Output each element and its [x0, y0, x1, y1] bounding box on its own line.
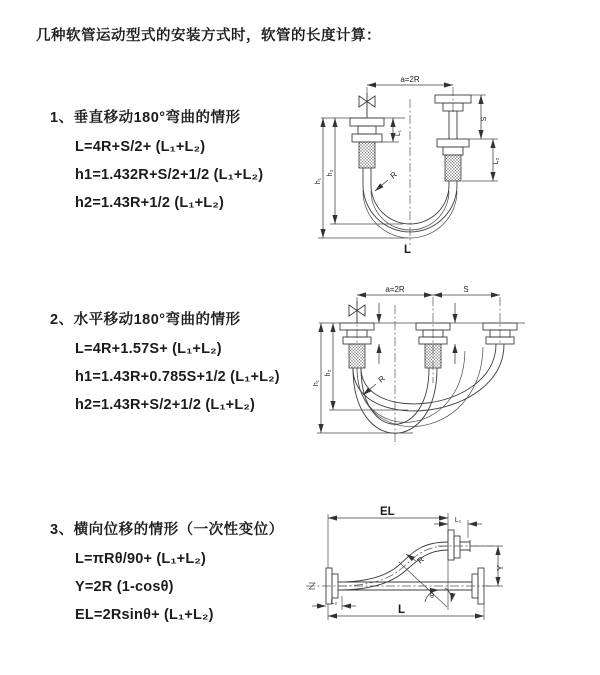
formula-line: L=πRθ/90+ (L₁+L₂)	[75, 551, 207, 567]
d3-angle-label: θ	[430, 593, 434, 600]
valve-icon	[349, 301, 365, 323]
d1-radius-label: R	[388, 169, 399, 181]
d3-dim-l2-label: L₂	[330, 599, 338, 606]
section-2-heading: 2、水平移动180°弯曲的情形	[50, 312, 241, 328]
hose-s-centerline	[338, 546, 448, 586]
section-1-heading: 1、垂直移动180°弯曲的情形	[50, 110, 241, 126]
d1-dim-h1-label: h₁	[315, 177, 322, 185]
braid-section	[445, 155, 461, 181]
formula-line: EL=2Rsinθ+ (L₁+L₂)	[75, 607, 214, 623]
section-3-heading: 3、横向位移的情形（一次性变位）	[50, 522, 284, 538]
braid-section	[425, 344, 441, 368]
d3-radius-label: R	[415, 554, 426, 566]
section-1	[50, 106, 263, 223]
d2-dim-a2r-label: a=2R	[385, 285, 405, 294]
braid-section	[349, 344, 365, 368]
formula-line: h1=1.43R+0.785S+1/2 (L₁+L₂)	[75, 369, 280, 385]
construction-diagonal	[399, 562, 447, 607]
section-3	[50, 518, 284, 635]
hose-right-leg	[449, 181, 457, 185]
braid-section	[359, 142, 375, 168]
d3-dim-y-label: Y	[496, 565, 505, 571]
fitting-dim-marks	[379, 303, 455, 364]
formula-line: h2=1.43R+1/2 (L₁+L₂)	[75, 195, 225, 211]
d1-dim-h2-label: h₂	[327, 169, 334, 177]
d3-dim-el-label: EL	[380, 506, 395, 518]
hose-left-leg	[363, 168, 371, 185]
radius-leader	[375, 180, 388, 191]
page-title: 几种软管运动型式的安装方式时，软管的长度计算：	[36, 28, 381, 44]
valve-icon	[359, 93, 375, 118]
formula-line: h2=1.43R+S/2+1/2 (L₁+L₂)	[75, 397, 256, 413]
d2-radius-label: R	[376, 373, 387, 385]
d2-dim-h2-label: h₂	[325, 369, 332, 377]
formula-line: L=4R+1.57S+ (L₁+L₂)	[75, 341, 222, 357]
d3-dim-l-label: L	[398, 604, 406, 616]
diagram-lateral-displacement	[298, 498, 598, 648]
formula-line: L=4R+S/2+ (L₁+L₂)	[75, 139, 206, 155]
flange-right-lower	[437, 139, 469, 155]
d1-dim-l1-label: L₁	[395, 129, 402, 137]
formula-line: Y=2R (1-cosθ)	[75, 579, 174, 595]
d1-dim-l-label: L	[404, 244, 412, 256]
section-2	[50, 308, 280, 425]
formula-line: h1=1.432R+S/2+1/2 (L₁+L₂)	[75, 167, 264, 183]
d1-dim-l2-label: L₂	[493, 157, 500, 165]
flange-left	[350, 118, 384, 142]
d2-dim-s-label: S	[463, 285, 469, 294]
d3-dim-l1-label: L₁	[454, 517, 462, 524]
flange-upper	[448, 530, 460, 560]
diagram-horizontal-180-bend	[313, 283, 543, 463]
hose-bend-alt	[357, 347, 483, 427]
d2-dim-h1-label: h₁	[313, 379, 320, 387]
d1-dim-s-label: S	[481, 116, 488, 122]
pipe-right	[449, 111, 457, 139]
diagram-vertical-180-bend	[313, 73, 553, 261]
d1-dim-a2r-label: a=2R	[400, 75, 420, 84]
